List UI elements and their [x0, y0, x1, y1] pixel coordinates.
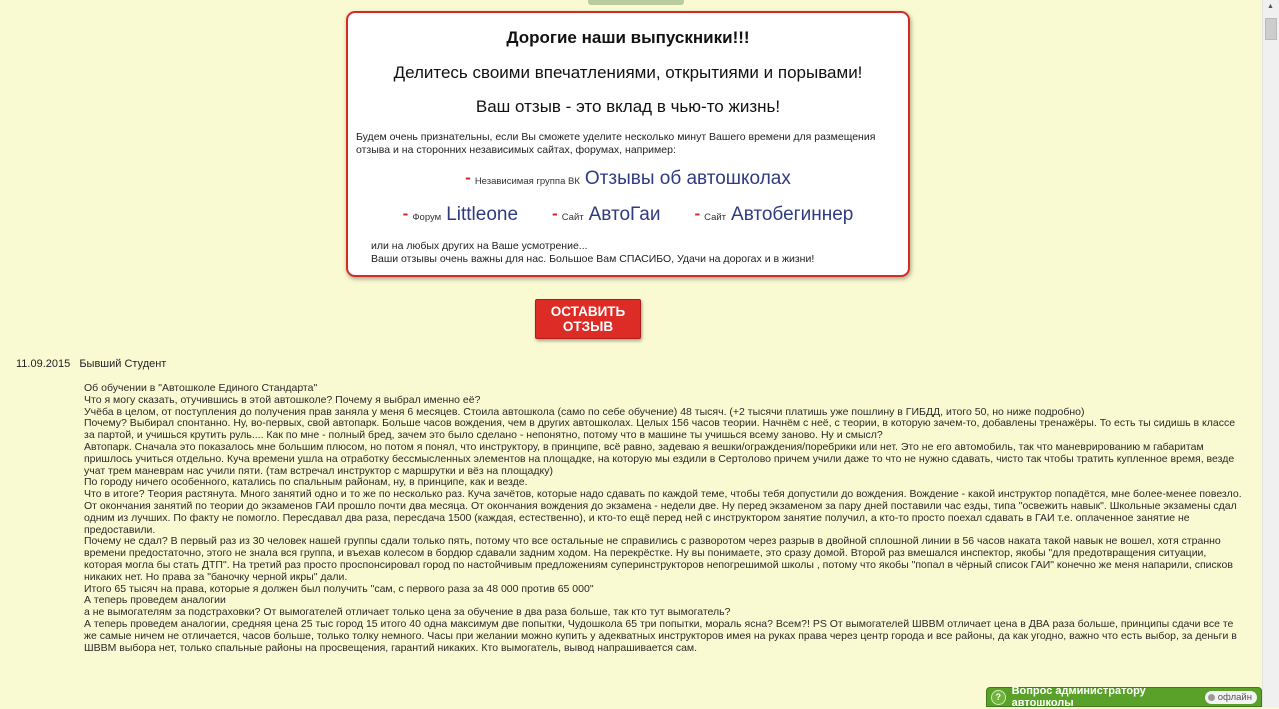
chat-status-text: офлайн: [1217, 691, 1252, 703]
leave-review-button[interactable]: [535, 299, 641, 339]
scrollbar-thumb[interactable]: [1265, 18, 1277, 40]
scroll-up-icon[interactable]: ▲: [1267, 3, 1274, 10]
link-avtogai[interactable]: АвтоГаи: [588, 204, 661, 225]
review-paragraph: А теперь проведем аналогии: [84, 594, 226, 607]
link-prefix: Форум: [412, 212, 442, 223]
review-paragraph: Учёба в целом, от поступления до получения прав заняла у меня 6 месяцев. Стоила автошкола (само по себе обучение) 48 тысяч. (+2 тысячи платишь уже пошлину в ГИБДД, итого 50, но ниже подробно): [84, 405, 1085, 418]
review-paragraph: А теперь проведем аналогии, средняя цена 25 тыс город 15 итого 40 одна максимум две попытки, Чудошкола 65 три попытки, мораль ясна? Всем?! PS От вымогателей ШВВМ отличает цена в ДВА раза больше, принципы сдачи все те же самые ничем не отличается, часов больше, только толку немного. Часы при желании можно купить у адекватных инструкторов имея на руках права через центр города и все районы, да как угодно, важно что есть выбор, за деньги в ШВВМ выбора нет, только спальные районы на просвещения, гарантий никаких. Кто вымогатель, вывод напрашивается сам.: [84, 617, 1237, 654]
review-paragraph: Что я могу сказать, отучившись в этой автошколе? Почему я выбрал именно её?: [84, 393, 481, 406]
review-paragraph: Итого 65 тысяч на права, которые я должен был получить "сам, с первого раза за 48 000 против 65 000": [84, 582, 594, 595]
top-tab-indicator: [588, 0, 684, 5]
link-littleone[interactable]: Littleone: [446, 204, 519, 225]
leave-review-line2: ОТЗЫВ: [562, 319, 614, 334]
review-paragraph: Что в итоге? Теория растянута. Много занятий одно и то же по несколько раз. Куча зачётов, которые надо сдавать по каждой теме, чтобы тебя допустили до вождения. Вождение - какой инструктор попадётся, мне более-менее повезло.: [84, 488, 1242, 501]
banner-title: Дорогие наши выпускники!!!: [506, 28, 750, 47]
review-paragraph: Автопарк. Сначала это показалось мне большим плюсом, но потом я понял, что инструктору, в принципе, всё равно, задеваю я вешки/ограждения/поребрики или нет. Это не его автомобиль, так что маневрированию м габаритам пришлось учиться отдельно. Куча времени ушла на отработку бессмысленных элементов на площадке, на которую мы ездили в Сертолово причем учили даже то что не нужно сдавать, чисто так чтобы тратить купленное время, везде учат трем маневрам нас учили пяти. (там встречал инструктор с маршрутки и вёз на площадку): [84, 440, 1235, 477]
question-icon: ?: [991, 690, 1006, 705]
bullet-dash: -: [552, 204, 558, 223]
chat-status-badge: [1205, 691, 1257, 704]
review-author: Бывший Студент: [79, 358, 167, 370]
bullet-dash: -: [402, 204, 409, 223]
banner-intro: Будем очень признательны, если Вы сможете уделите несколько минут Вашего времени для размещения отзыва и на сторонних независимых сайтах, форумах, например:: [356, 131, 876, 156]
link-avtobeginner[interactable]: Автобегиннер: [731, 204, 854, 225]
review-paragraph: а не вымогателям за подстраховки? От вымогателей отличает только цена за обучение в два раза больше, так кто тут вымогатель?: [84, 606, 731, 619]
link-prefix: Независимая группа ВК: [474, 176, 580, 187]
bullet-dash: -: [694, 204, 701, 223]
review-paragraph: Почему? Выбирал спонтанно. Ну, во-первых, свой автопарк. Больше часов вождения, чем в других автошколах. Целых 156 часов теории. Начнём с неё, с теории, в которую зачем-то, добавлены тренажёры. То есть ты сидишь в классе за партой, и учишься крутить руль.... Как по мне - полный бред, зачем это было сделано - непонятно, потому что в машине ты учишься всему заново. Ну и смысл?: [84, 417, 1236, 442]
link-prefix: Сайт: [561, 212, 584, 223]
banner-outro-line2: Ваши отзывы очень важны для нас. Большое Вам СПАСИБО, Удачи на дорогах и в жизни!: [371, 253, 815, 265]
banner-outro: [371, 240, 814, 266]
review-date: 11.09.2015: [16, 358, 71, 370]
banner-outro-line1: или на любых других на Ваше усмотрение...: [371, 240, 588, 252]
bullet-dash: -: [465, 168, 471, 187]
chat-widget-button[interactable]: [986, 687, 1262, 707]
status-dot-icon: [1208, 694, 1215, 701]
banner-subtitle: Делитесь своими впечатлениями, открытиями и порывами!: [393, 63, 863, 82]
review-paragraph: Об обучении в "Автошколе Единого Стандарта": [84, 382, 318, 394]
link-vk-reviews[interactable]: Отзывы об автошколах: [584, 168, 791, 189]
leave-review-line1: ОСТАВИТЬ: [550, 304, 626, 319]
links-row-2: [348, 204, 908, 226]
review-meta: [16, 358, 166, 370]
chat-label: Вопрос администратору автошколы: [1011, 685, 1146, 709]
review-body: [84, 383, 1244, 654]
links-row-1: [348, 168, 908, 190]
vertical-scrollbar[interactable]: [1262, 0, 1279, 707]
alumni-banner: [346, 11, 910, 277]
review-paragraph: От окончания занятий по теории до экзаменов ГАИ прошло почти два месяца. От окончания вождения до экзамена - недели две. Ну перед экзаменом за пару дней поставили час езды, типа "освежить навык". Школьные экзамены сдал одним из лучших. По факту не помогло. Пересдавал два раза, пересдача 1500 (каждая, естественно), и кто-то ещё перед ней с инструктором занятие получил, а кто-то просто поехал сдавать в ГАИ т.е. оплаченное занятие не предоставили.: [84, 499, 1237, 536]
link-prefix: Сайт: [704, 212, 727, 223]
banner-tagline: Ваш отзыв - это вклад в чью-то жизнь!: [475, 97, 781, 116]
review-paragraph: Почему не сдал? В первый раз из 30 человек нашей группы сдали только пять, потому что все остальные не справились с разворотом через разрыв в двойной сплошной линии в 56 часов наката такой навык не вошел, хотя странно времени предостаточно, этого не знала вся группа, и въехав колесом в бордюр сдавали задним ходом. На перекрёстке. Ну вы понимаете, это сразу домой. Второй раз вмешался инспектор, якобы "для предотвращения ситуации, которая могла бы стать ДТП". На третий раз просто проспонсировал город по настойчивым предложениям суперинструкторов непогрешимой школы , потому что якобы "попал в чёрный список ГАИ" конечно же меня напарили, списков никаких нет. Но права за "баночку черной икры" дали.: [84, 535, 1233, 583]
review-paragraph: По городу ничего особенного, катались по спальным районам, ну, в принципе, как и везде.: [84, 476, 528, 489]
